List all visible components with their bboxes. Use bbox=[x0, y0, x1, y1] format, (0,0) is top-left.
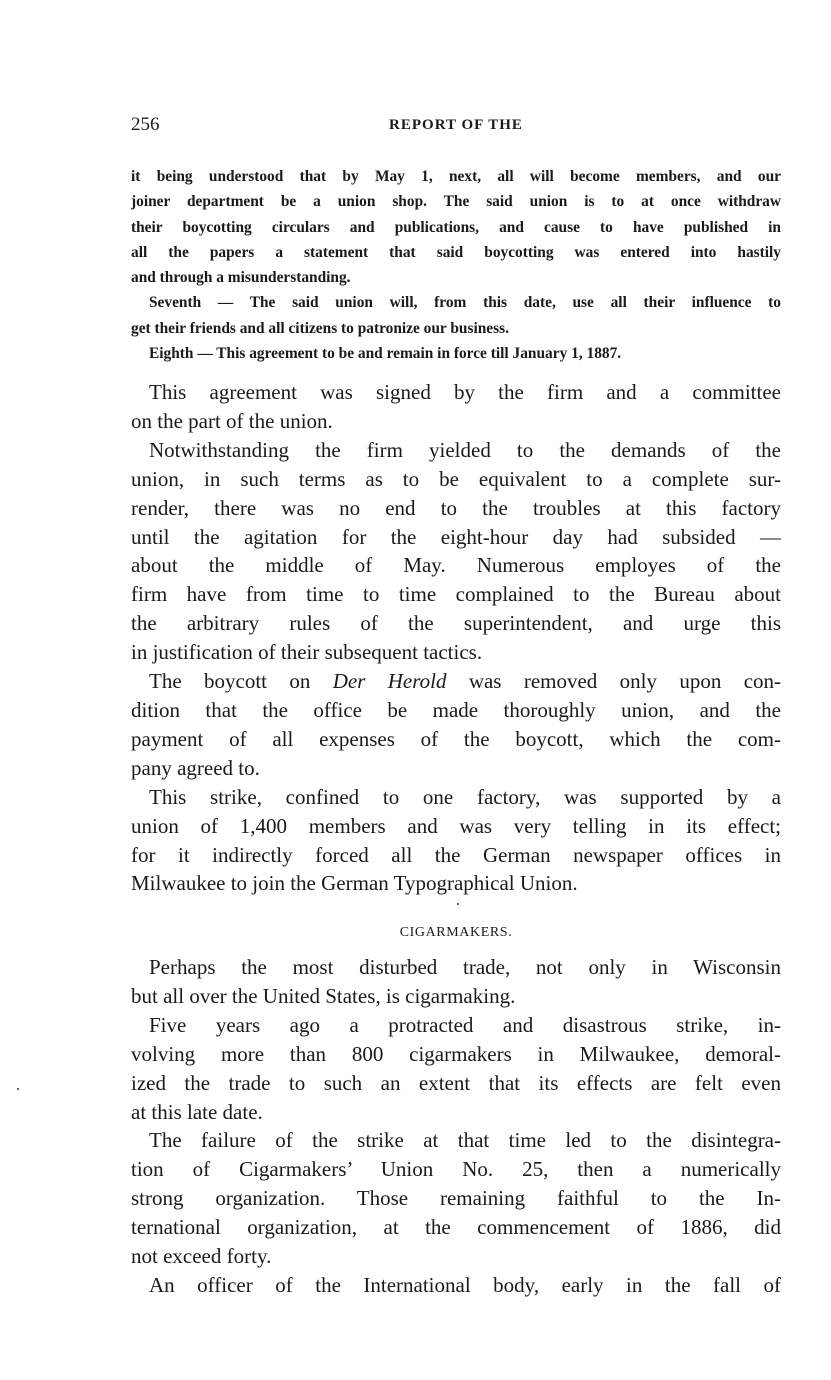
text-line: ized the trade to such an extent that its effects are felt even bbox=[131, 1070, 781, 1095]
text-line: ternational organization, at the commencement of 1886, did bbox=[131, 1215, 781, 1240]
agreement-excerpt bbox=[131, 164, 781, 366]
text-continuation: was removed only upon con- bbox=[468, 669, 782, 694]
text-line: Milwaukee to join the German Typographical Union. bbox=[131, 871, 578, 896]
running-header bbox=[131, 114, 781, 140]
text-line: at this late date. bbox=[131, 1099, 263, 1124]
text-line: This agreement was signed by the firm and a committee bbox=[149, 380, 781, 404]
text-line: Perhaps the most disturbed trade, not only in Wisconsin bbox=[149, 955, 781, 979]
clause-eighth: Eighth — This agreement to be and remain in force till January 1, 1887. bbox=[149, 345, 622, 363]
text-line: for it indirectly forced all the German newspaper offices in bbox=[131, 842, 781, 867]
text-line: get their friends and all citizens to patronize our business. bbox=[131, 319, 509, 337]
text-line: dition that the office be made thoroughly union, and the bbox=[131, 697, 781, 722]
paragraph bbox=[131, 1011, 781, 1127]
text-line: their boycotting circulars and publications, and cause to have published in bbox=[131, 218, 781, 236]
paragraph bbox=[131, 436, 781, 667]
section-heading: CIGARMAKERS. bbox=[399, 925, 513, 940]
text-line: pany agreed to. bbox=[131, 755, 260, 780]
section-body-text bbox=[131, 953, 781, 1300]
text-spacer bbox=[446, 669, 468, 693]
text-line: render, there was no end to the troubles at this factory bbox=[131, 495, 781, 520]
text-line: the arbitrary rules of the superintendent, and urge this bbox=[131, 611, 781, 636]
text-line: Notwithstanding the firm yielded to the demands of the bbox=[149, 437, 781, 462]
page-number: 256 bbox=[131, 114, 160, 135]
paragraph bbox=[131, 1126, 781, 1271]
text-line: on the part of the union. bbox=[131, 408, 333, 433]
newspaper-title: Der Herold bbox=[332, 669, 447, 694]
paragraph bbox=[131, 667, 781, 783]
paragraph bbox=[131, 783, 781, 899]
text-lead-in: The boycott on bbox=[149, 669, 333, 694]
text-line: Five years ago a protracted and disastrous strike, in- bbox=[149, 1012, 781, 1037]
text-line: all the papers a statement that said boycotting was entered into hastily bbox=[131, 243, 781, 261]
paragraph bbox=[131, 1271, 781, 1300]
paragraph bbox=[131, 378, 781, 436]
running-title: REPORT OF THE bbox=[389, 117, 523, 133]
paragraph bbox=[131, 953, 781, 1011]
text-line: volving more than 800 cigarmakers in Milwaukee, demoral- bbox=[131, 1041, 781, 1066]
text-line: This strike, confined to one factory, was supported by a bbox=[149, 784, 781, 809]
text-line: joiner department be a union shop. The said union is to at once withdraw bbox=[131, 193, 781, 211]
text-line: and through a misunderstanding. bbox=[131, 269, 351, 287]
text-line: but all over the United States, is cigarmaking. bbox=[131, 983, 516, 1008]
scan-speck bbox=[457, 903, 459, 905]
text-line: not exceed forty. bbox=[131, 1244, 272, 1269]
text-line: firm have from time to time complained to the Bureau about bbox=[131, 582, 781, 607]
text-line: until the agitation for the eight-hour day had subsided — bbox=[131, 524, 781, 549]
text-line: The failure of the strike at that time led to the disintegra- bbox=[149, 1128, 781, 1153]
body-text bbox=[131, 378, 781, 898]
clause-seventh: Seventh — The said union will, from this date, use all their influence to bbox=[149, 294, 781, 312]
text-line: in justification of their subsequent tactics. bbox=[131, 640, 483, 665]
text-line: it being understood that by May 1, next, all will become members, and our bbox=[131, 168, 781, 185]
text-line: An officer of the International body, early in the fall of bbox=[149, 1272, 781, 1297]
scan-speck bbox=[17, 1088, 19, 1090]
text-line: tion of Cigarmakers’ Union No. 25, then a numerically bbox=[131, 1157, 781, 1182]
text-line bbox=[131, 667, 781, 696]
text-line: about the middle of May. Numerous employes of the bbox=[131, 553, 781, 578]
text-line: strong organization. Those remaining faithful to the In- bbox=[131, 1186, 781, 1211]
text-line: union of 1,400 members and was very telling in its effect; bbox=[131, 813, 781, 838]
text-line: union, in such terms as to be equivalent to a complete sur- bbox=[131, 466, 781, 491]
text-line: payment of all expenses of the boycott, which the com- bbox=[131, 726, 781, 751]
